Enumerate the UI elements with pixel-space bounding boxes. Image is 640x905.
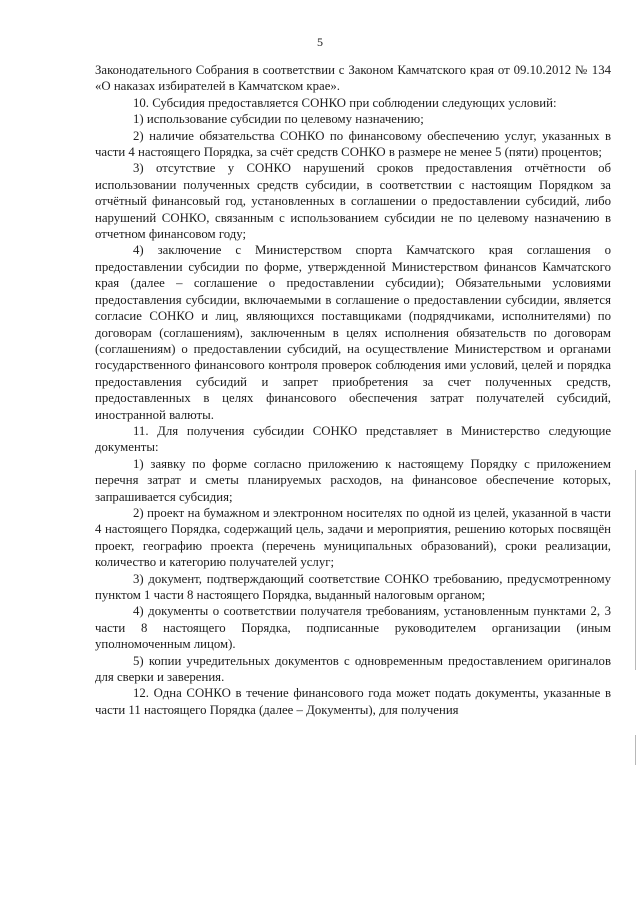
paragraph-11-item-2: 2) проект на бумажном и электронном носителях по одной из целей, указанной в части 4 настоящего Порядка, содержащий цель, задачи и мероприятия, решению которых посвящён проект, географию проекта (перечень муниципальных образований), сроки реализации, количество и категорию получателей услуг; xyxy=(95,505,611,570)
paragraph-section-10: 10. Субсидия предоставляется СОНКО при соблюдении следующих условий: xyxy=(133,95,557,110)
document-body xyxy=(95,62,611,718)
paragraph-10-item-1: 1) использование субсидии по целевому назначению; xyxy=(133,112,424,127)
paragraph-continuation: Законодательного Собрания в соответствии с Законом Камчатского края от 09.10.2012 № 134 «О наказах избирателей в Камчатском крае». xyxy=(95,63,611,94)
scan-edge-mark xyxy=(635,470,636,670)
paragraph-10-item-2: 2) наличие обязательства СОНКО по финансовому обеспечению услуг, указанных в части 4 настоящего Порядка, за счёт средств СОНКО в размере не менее 5 (пяти) процентов; xyxy=(95,128,611,160)
paragraph-11-item-5: 5) копии учредительных документов с одновременным предоставлением оригиналов для сверки и заверения. xyxy=(95,653,611,685)
paragraph-10-item-3: 3) отсутствие у СОНКО нарушений сроков предоставления отчётности об использовании полученных средств субсидии, в соответствии с настоящим Порядком за отчётный финансовый год, установленных в соглашении о предоставлении субсидий, либо нарушений СОНКО, связанным с использованием субсидии не по целевому назначению в отчетном финансовом году; xyxy=(95,161,611,242)
scan-edge-mark xyxy=(635,735,636,765)
paragraph-11-item-3: 3) документ, подтверждающий соответствие СОНКО требованию, предусмотренному пунктом 1 части 8 настоящего Порядка, выданный налоговым органом; xyxy=(95,571,611,602)
paragraph-11-item-1: 1) заявку по форме согласно приложению к настоящему Порядку с приложением перечня затрат и сметы планируемых расходов, на финансовое обеспечение которых, запрашивается субсидия; xyxy=(95,456,611,504)
paragraph-section-11: 11. Для получения субсидии СОНКО представляет в Министерство следующие документы: xyxy=(95,423,611,455)
paragraph-section-12: 12. Одна СОНКО в течение финансового года может подать документы, указанные в части 11 настоящего Порядка (далее – Документы), для получения xyxy=(95,686,611,717)
paragraph-11-item-4: 4) документы о соответствии получателя требованиям, установленным пунктами 2, 3 части 8 настоящего Порядка, подписанные руководителем организации (иным уполномоченным лицом). xyxy=(95,604,611,652)
page-number: 5 xyxy=(317,35,323,49)
paragraph-10-item-4: 4) заключение с Министерством спорта Камчатского края соглашения о предоставлении субсидии по форме, утвержденной Министерством финансов Камчатского края (далее – соглашение о предоставлении субсидии); Обязательными условиями предоставления субсидии, включаемыми в соглашение о предоставлении субсидии, является согласие СОНКО и лиц, являющихся поставщиками (подрядчиками, исполнителями) по договорам (соглашениям), заключенным в целях исполнения обязательств по договорам (соглашениям) о предоставлении субсидий, на осуществление Министерством и органами государственного финансового контроля проверок соблюдения ими условий, целей и порядка предоставления субсидий и запрет приобретения за счет полученных средств, предоставленных в целях финансового обеспечения затрат получателей субсидий, иностранной валюты. xyxy=(95,243,611,422)
